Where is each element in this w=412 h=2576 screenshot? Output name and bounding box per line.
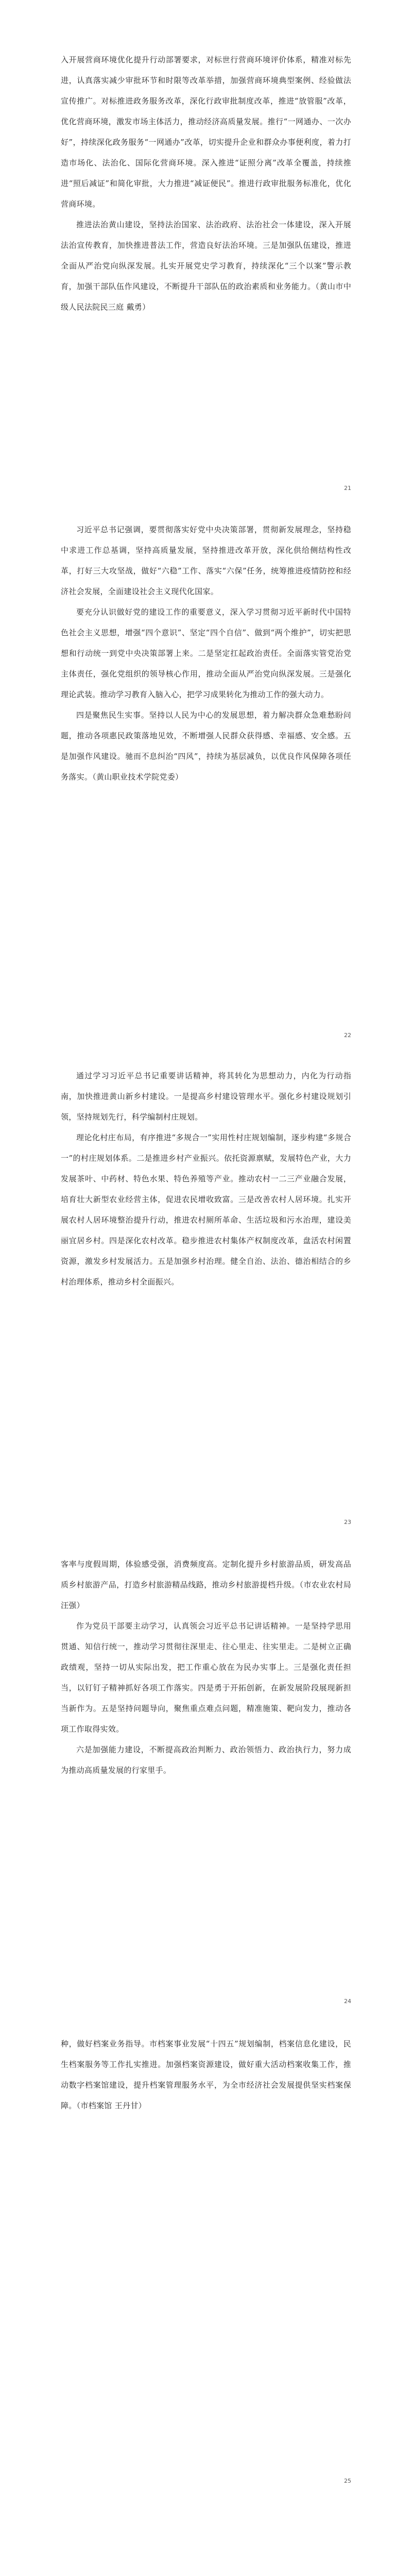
page-number: 25 [344, 2478, 351, 2484]
body-paragraph: 四是聚焦民生实事。坚持以人民为中心的发展思想，着力解决群众急难愁盼问题，推动各项惠民政策落地见效，不断增强人民群众获得感、幸福感、安全感。五是加强作风建设。驰而不息纠治“四风”，持续为基层减负，以优良作风保障各项任务落实。（黄山职业技术学院党委） [61, 710, 351, 782]
body-paragraph: 种，做好档案业务指导。市档案事业发展“十四五”规划编制，档案信息化建设，民生档案服务等工作扎实推进。加强档案资源建设，做好重大活动档案收集工作，推动数字档案馆建设，提升档案管理服务水平，为全市经济社会发展提供坚实档案保障。（市档案馆 王丹甘） [61, 2039, 351, 2110]
document-page-5 [0, 2033, 412, 2495]
page-number: 24 [344, 1998, 351, 2005]
document-page-3 [0, 1065, 412, 1535]
document-page-2 [0, 519, 412, 1047]
body-paragraph: 作为党员干部要主动学习，认真领会习近平总书记讲话精神。一是坚持学思用贯通、知信行统一，推动学习贯彻往深里走、往心里走、往实里走。二是树立正确政绩观，坚持一切从实际出发，把工作重心放在为民办实事上。三是强化责任担当，以钉钉子精神抓好各项工作落实。四是勇于开拓创新，在新发展阶段展现新担当新作为。五是坚持问题导向，聚焦重点难点问题，精准施策、靶向发力，推动各项工作取得实效。 [61, 1621, 351, 1734]
body-paragraph: 理论化村庄布局，有序推进“多规合一”实用性村庄规划编制，逐步构建“多规合一”的村庄规划体系。二是推进乡村产业振兴。依托资源禀赋，发展特色产业，大力发展茶叶、中药材、特色水果、特色养殖等产业。推动农村一二三产业融合发展，培育壮大新型农业经营主体，促进农民增收致富。三是改善农村人居环境。扎实开展农村人居环境整治提升行动，推进农村厕所革命、生活垃圾和污水治理，建设美丽宜居乡村。四是深化农村改革。稳步推进农村集体产权制度改革，盘活农村闲置资源，激发乡村发展活力。五是加强乡村治理。健全自治、法治、德治相结合的乡村治理体系，推动乡村全面振兴。 [61, 1133, 351, 1286]
page-number: 21 [344, 485, 351, 492]
document-page-1 [0, 49, 412, 501]
body-paragraph: 入开展营商环境优化提升行动部署要求，对标世行营商环境评价体系，精准对标先进，认真落实减少审批环节和时限等改革举措，加强营商环境典型案例、经验做法宣传推广。对标推进政务服务改革，深化行政审批制度改革，推进“放管服”改革，优化营商环境，激发市场主体活力，推动经济高质量发展。推行“一网通办、一次办好”，持续深化政务服务“一网通办”改革，切实提升企业和群众办事便利度，着力打造市场化、法治化、国际化营商环境。深入推进“证照分离”改革全覆盖，持续推进“照后减证”和简化审批，大力推进“减证便民”。推进行政审批服务标准化，优化营商环境。 [61, 55, 351, 209]
body-paragraph: 习近平总书记强调，要贯彻落实好党中央决策部署，贯彻新发展理念，坚持稳中求进工作总基调，坚持高质量发展，坚持推进改革开放，深化供给侧结构性改革，打好三大攻坚战，做好“六稳”工作、落实“六保”任务，统筹推进疫情防控和经济社会发展，全面建设社会主义现代化国家。 [61, 525, 351, 596]
page-number: 23 [344, 1519, 351, 1526]
body-paragraph: 通过学习习近平总书记重要讲话精神，将其转化为思想动力，内化为行动指南，加快推进黄山新乡村建设。一是提高乡村建设管理水平。强化乡村建设规划引领，坚持规划先行，科学编制村庄规划。 [61, 1071, 351, 1122]
document-page-4 [0, 1554, 412, 2015]
document-page-6 [0, 2513, 412, 2576]
body-paragraph: 客率与度假周期，体验感受强，消费频度高。定制化提升乡村旅游品质，研发高品质乡村旅游产品，打造乡村旅游精品线路，推动乡村旅游提档升级。（市农业农村局 汪强） [61, 1560, 351, 1610]
page-number: 22 [344, 1032, 351, 1039]
body-paragraph: 推进法治黄山建设，坚持法治国家、法治政府、法治社会一体建设，深入开展法治宣传教育，加快推进普法工作，营造良好法治环境。三是加强队伍建设，推进全面从严治党向纵深发展。扎实开展党史学习教育，持续深化“三个以案”警示教育，加强干部队伍作风建设，不断提升干部队伍的政治素质和业务能力。（黄山市中级人民法院民三庭 戴勇） [61, 220, 351, 312]
body-paragraph: 要充分认识做好党的建设工作的重要意义，深入学习贯彻习近平新时代中国特色社会主义思想，增强“四个意识”、坚定“四个自信”、做到“两个维护”，切实把思想和行动统一到党中央决策部署上来。二是坚定扛起政治责任。全面落实管党治党主体责任，强化党组织的领导核心作用，推动全面从严治党向纵深发展。三是强化理论武装。推动学习教育入脑入心，把学习成果转化为推动工作的强大动力。 [61, 607, 351, 699]
body-paragraph: 六是加强能力建设，不断提高政治判断力、政治领悟力、政治执行力，努力成为推动高质量发展的行家里手。 [61, 1745, 351, 1775]
